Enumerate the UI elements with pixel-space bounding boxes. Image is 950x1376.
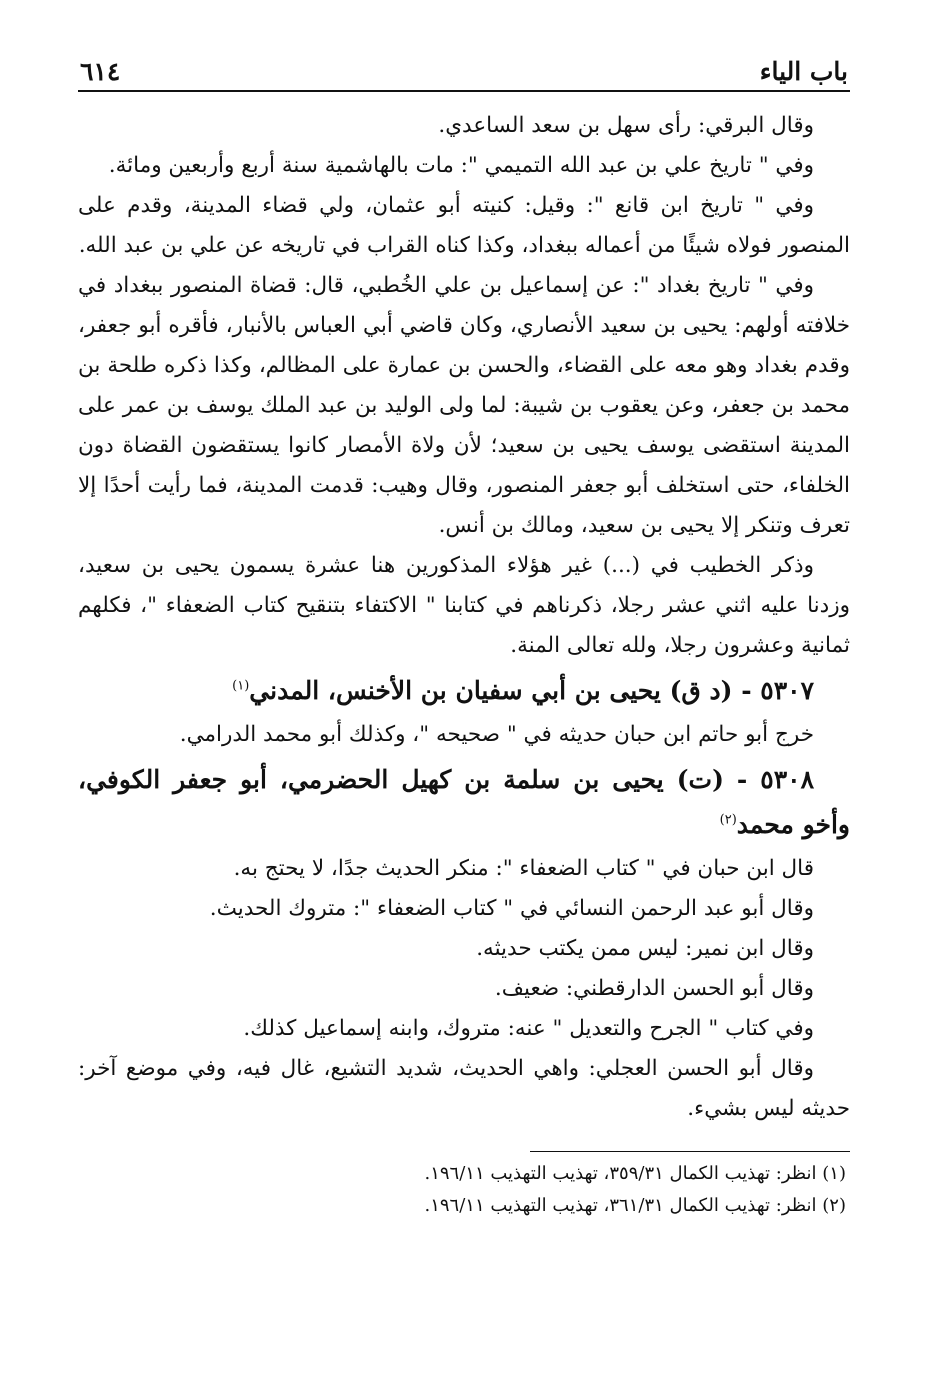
paragraph: وفي " تاريخ علي بن عبد الله التميمي ": مات بالهاشمية سنة أربع وأربعين ومائة. [108,153,814,178]
entry-heading-text: ٥٣٠٨ - (ت) يحيى بن سلمة بن كهيل الحضرمي، أبو جعفر الكوفي، وأخو محمد [78,765,850,839]
chapter-title: باب الياء [759,57,848,86]
entry-heading-5307 [78,668,850,713]
book-page [78,48,850,1222]
page-body [78,106,850,1129]
page-number: ٦١٤ [80,57,121,86]
footnote-reference[interactable]: (٢) [719,812,737,828]
footnotes [78,1158,850,1222]
entry-text: قال ابن حبان في " كتاب الضعفاء ": منكر الحديث جدًا، لا يحتج به. [233,856,814,881]
entry-heading-text: ٥٣٠٧ - (د ق) يحيى بن أبي سفيان بن الأخنس، المدني [249,676,814,705]
paragraph: وذكر الخطيب في (...) غير هؤلاء المذكورين هنا عشرة يسمون يحيى بن سعيد، وزدنا عليه اثني عشر رجلا، ذكرناهم في كتابنا " الاكتفاء بتنقيح كتاب الضعفاء "، فكلهم ثمانية وعشرون رجلا، ولله تعالى المنة. [78,553,850,658]
paragraph: وقال البرقي: رأى سهل بن سعد الساعدي. [438,113,814,138]
paragraph: وفي " تاريخ ابن قانع ": وقيل: كنيته أبو عثمان، ولي قضاء المدينة، وقدم على المنصور فولاه شيئًا من أعماله ببغداد، وكذا كناه القراب في تاريخه عن علي بن عبد الله. [78,193,850,258]
entry-text: وقال ابن نمير: ليس ممن يكتب حديثه. [476,936,814,961]
entry-text: وفي كتاب " الجرح والتعديل " عنه: متروك، وابنه إسماعيل كذلك. [243,1016,814,1041]
entry-text: وقال أبو الحسن الدارقطني: ضعيف. [494,976,814,1001]
entry-text: وقال أبو عبد الرحمن النسائي في " كتاب الضعفاء ": متروك الحديث. [209,896,814,921]
footnote: (١) انظر: تهذيب الكمال ٣٥٩/٣١، تهذيب التهذيب ١٩٦/١١. [424,1163,846,1184]
footnote-separator [530,1151,850,1152]
footnote-reference[interactable]: (١) [232,678,250,694]
entry-text: وقال أبو الحسن العجلي: واهي الحديث، شديد التشيع، غال فيه، وفي موضع آخر: حديثه ليس بشيء. [78,1056,850,1121]
entry-heading-5308 [78,757,850,847]
entry-text: خرج أبو حاتم ابن حبان حديثه في " صحيحه "، وكذلك أبو محمد الدرامي. [179,722,814,747]
footnote: (٢) انظر: تهذيب الكمال ٣٦١/٣١، تهذيب التهذيب ١٩٦/١١. [424,1195,846,1216]
running-header [78,48,850,92]
paragraph: وفي " تاريخ بغداد ": عن إسماعيل بن علي الخُطبي، قال: قضاة المنصور ببغداد في خلافته أولهم: يحيى بن سعيد الأنصاري، وكان قاضي أبي العباس بالأنبار، فأقره أبو جعفر، وقدم بغداد وهو معه على القضاء، والحسن بن عمارة على المظالم، وكذا ذكره طلحة بن محمد بن جعفر، وعن يعقوب بن شيبة: لما ولى الوليد بن عبد الملك يوسف بن عمر على المدينة استقضى يوسف يحيى بن سعيد؛ لأن ولاة الأمصار كانوا يستقضون القضاة دون الخلفاء، حتى استخلف أبو جعفر المنصور، وقال وهيب: قدمت المدينة، فما رأيت أحدًا إلا تعرف وتنكر إلا يحيى بن سعيد، ومالك بن أنس. [78,273,850,538]
